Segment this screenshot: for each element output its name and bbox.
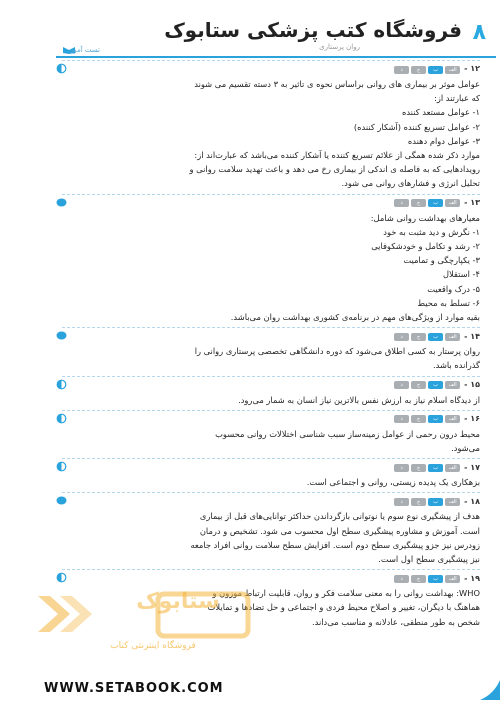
answer-text-line: ۵- درک واقعیت <box>427 283 480 294</box>
publisher-name: تست آموز <box>70 46 100 54</box>
answer-text-line: هماهنگ با دیگران، تغییر و اصلاح محیط فردی و اجتماعی و حل تضادها و تمایلات <box>207 602 480 613</box>
answer-text-line: شخص به طور منطقی، عادلانه و مناسب می‌داند. <box>311 616 480 627</box>
question-number: ۱۶ - <box>464 414 480 424</box>
option-tag: الف <box>445 333 460 341</box>
option-tag: ج <box>411 415 426 423</box>
header-rule <box>56 56 496 58</box>
question-number: ۱۷ - <box>464 462 480 472</box>
option-tag: الف <box>445 199 460 207</box>
full-pie-icon <box>56 330 67 345</box>
answer-text-line: زودرس نیز جزو پیشگیری سطح دوم است. افزایش سطح سلامت روانی افراد جامعه <box>190 539 480 550</box>
answer-text-line: است. آموزش و مشاوره پیشگیری سطح اول محسوب می شود. تشخیص و درمان <box>199 525 480 536</box>
option-tag: الف <box>445 464 460 472</box>
option-tag: الف <box>445 381 460 389</box>
answer-text-line: ۶- تسلط به محیط <box>417 297 480 308</box>
answer-text-line: ۴- استقلال <box>442 269 480 280</box>
answer-block <box>62 458 480 489</box>
answer-header <box>62 194 480 211</box>
answer-text-line: گذرانده باشد. <box>432 360 480 371</box>
question-number: ۱۲ - <box>464 64 480 74</box>
corner-decoration <box>476 680 500 704</box>
option-tag: د <box>394 381 409 389</box>
answer-block <box>62 327 480 372</box>
option-tag: الف <box>445 498 460 506</box>
answer-text-line: می‌شود. <box>451 443 480 454</box>
footer-site-url[interactable]: WWW.SETABOOK.COM <box>44 681 224 696</box>
answer-text-line: عوامل موثر بر بیماری های روانی براساس نحوه ی تاثیر به ۳ دسته تقسیم می شوند <box>194 79 480 89</box>
option-tag: الف <box>445 575 460 583</box>
option-tag: ب <box>428 333 443 341</box>
half-pie-icon <box>56 413 67 428</box>
answer-text-line: تحلیل انرژی و فشارهای روانی می شود. <box>341 178 480 189</box>
question-number: ۱۳ - <box>464 198 480 208</box>
answer-text-line: رویدادهایی که به فاصله ی اندکی از بیماری رخ می دهد و باعث تهدید سلامت روانی و <box>189 164 480 175</box>
answer-header <box>62 492 480 509</box>
answer-header <box>62 376 480 393</box>
page-header <box>0 0 500 56</box>
setabook-watermark <box>18 568 278 668</box>
question-number: ۱۴ - <box>464 331 480 341</box>
option-tag: ب <box>428 415 443 423</box>
answer-block <box>62 410 480 455</box>
full-pie-icon <box>56 495 67 510</box>
answer-block <box>62 492 480 566</box>
option-tag: الف <box>445 66 460 74</box>
answer-text-line: روان پرستار به کسی اطلاق می‌شود که دوره دانشگاهی تخصصی پرستاری روانی را <box>194 346 480 357</box>
answer-header <box>62 458 480 475</box>
option-tag: د <box>394 575 409 583</box>
option-tag: ب <box>428 464 443 472</box>
answer-text-line: ۲- عوامل تسریع کننده (آشکار کننده) <box>353 121 480 132</box>
answer-header <box>62 410 480 427</box>
answer-text-line: که عبارتند از: <box>434 93 480 104</box>
option-tag: د <box>394 415 409 423</box>
option-tag: ب <box>428 498 443 506</box>
option-tag: ب <box>428 381 443 389</box>
option-tag: الف <box>445 415 460 423</box>
option-tag: ج <box>411 381 426 389</box>
option-tag: ج <box>411 498 426 506</box>
option-tag: ج <box>411 464 426 472</box>
answer-text-line: موارد ذکر شده همگی از علائم تسریع کننده یا آشکار کننده می‌باشد که عبارت‌اند از: <box>194 150 480 161</box>
option-tag: ج <box>411 333 426 341</box>
half-pie-icon <box>56 379 67 394</box>
answer-text-line: ۳- عوامل دوام دهنده <box>407 135 480 146</box>
option-tag: د <box>394 498 409 506</box>
full-pie-icon <box>56 197 67 212</box>
question-number: ۱۵ - <box>464 380 480 390</box>
half-pie-icon <box>56 461 67 476</box>
answer-text-line: ۲- رشد و تکامل و خودشکوفایی <box>371 241 480 252</box>
option-tag: ب <box>428 199 443 207</box>
answer-header <box>62 327 480 344</box>
store-title: فروشگاه کتب پزشکی ستابوک <box>164 18 462 42</box>
answers-column <box>62 60 480 632</box>
answer-text-line: از دیدگاه اسلام نیاز به ارزش نفس بالاترین نیاز انسان به شمار می‌رود. <box>238 394 480 405</box>
answer-block <box>62 376 480 407</box>
answer-block <box>62 60 480 191</box>
watermark-tagline: فروشگاه اینترنتی کتاب <box>110 641 196 651</box>
answer-text-line: نیز پیشگیری سطح اول است. <box>378 554 480 565</box>
answer-text-line: ۱- عوامل مستعد کننده <box>401 107 480 118</box>
option-tag: ب <box>428 66 443 74</box>
page-number: ۸ <box>472 20 486 45</box>
answer-text-line: بزهکاری یک پدیده زیستی، روانی و اجتماعی است. <box>306 477 480 488</box>
answer-block <box>62 194 480 325</box>
question-number: ۱۸ - <box>464 496 480 506</box>
answer-header <box>62 60 480 77</box>
option-tag: د <box>394 199 409 207</box>
option-tag: ج <box>411 66 426 74</box>
answer-text-line: بقیه موارد از ویژگی‌های مهم در برنامه‌ی کشوری بهداشت روان می‌باشد. <box>230 312 480 323</box>
option-tag: ج <box>411 575 426 583</box>
answer-text-line: محیط درون رحمی از عوامل زمینه‌ساز سبب شناسی اختلالات روانی محسوب <box>215 428 480 439</box>
answer-text-line: ۳- یکپارچگی و تمامیت <box>403 255 480 266</box>
answer-text-line: معیارهای بهداشت روانی شامل: <box>370 212 480 223</box>
question-number: ۱۹ - <box>464 573 480 583</box>
option-tag: د <box>394 66 409 74</box>
running-head: روان پرستاری <box>319 43 360 51</box>
half-pie-icon <box>56 63 67 78</box>
watermark-brand: ستابوک <box>136 589 220 614</box>
option-tag: ج <box>411 199 426 207</box>
option-tag: د <box>394 464 409 472</box>
option-tag: د <box>394 333 409 341</box>
answer-text-line: ۱- نگرش و دید مثبت به خود <box>383 226 480 237</box>
option-tag: ب <box>428 575 443 583</box>
answer-text-line: هدف از پیشگیری نوع سوم یا نوتوانی بازگرداندن حداکثر توانایی‌های قبل از بیماری <box>199 511 480 522</box>
answer-text-line: WHO: بهداشت روانی را به معنی سلامت فکر و روان، قابلیت ارتباط موزون و <box>212 588 480 599</box>
page-footer <box>0 680 500 700</box>
